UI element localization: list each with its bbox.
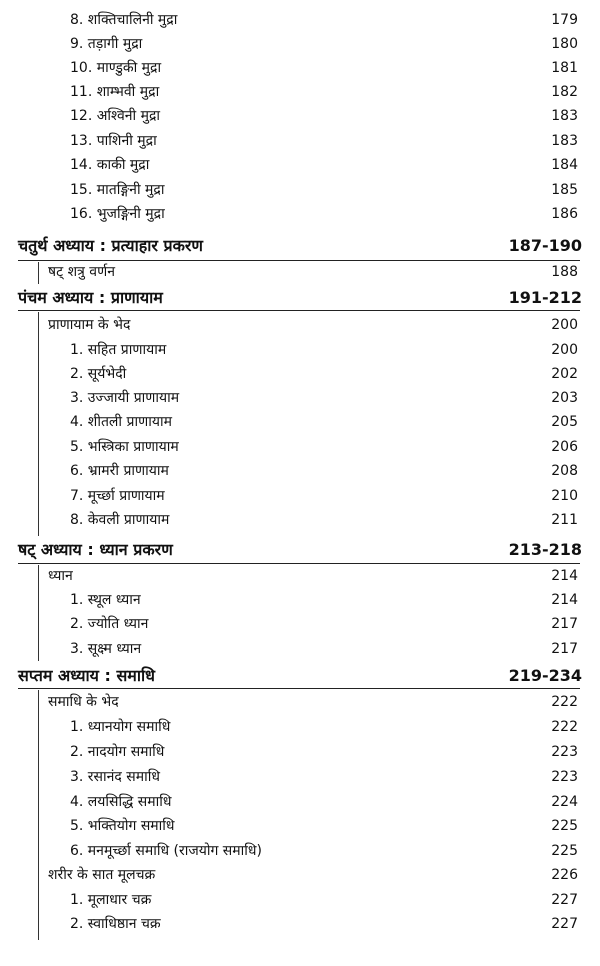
chapter-heading bbox=[0, 286, 600, 310]
toc-section bbox=[0, 260, 600, 284]
entry-title: 8. केवली प्राणायाम bbox=[70, 512, 170, 528]
entry-title: 2. स्वाधिष्ठान चक्र bbox=[70, 916, 161, 932]
section-page: 214 bbox=[551, 568, 578, 584]
entry-page: 200 bbox=[551, 342, 578, 358]
entry-title: 11. शाम्भवी मुद्रा bbox=[70, 84, 160, 100]
toc-section bbox=[0, 564, 600, 588]
toc-entry bbox=[0, 8, 600, 32]
toc-entry bbox=[0, 740, 600, 764]
entry-title: 8. शक्तिचालिनी मुद्रा bbox=[70, 12, 178, 28]
entry-page: 224 bbox=[551, 794, 578, 810]
entry-page: 179 bbox=[551, 12, 578, 28]
entry-title: 5. भक्तियोग समाधि bbox=[70, 818, 175, 834]
entry-title: 5. भस्त्रिका प्राणायाम bbox=[70, 439, 179, 455]
toc-entry bbox=[0, 765, 600, 789]
chapter-heading bbox=[0, 664, 600, 688]
entry-title: 6. भ्रामरी प्राणायाम bbox=[70, 463, 169, 479]
section-page: 226 bbox=[551, 867, 578, 883]
entry-page: 182 bbox=[551, 84, 578, 100]
toc-entry bbox=[0, 202, 600, 226]
entry-page: 205 bbox=[551, 414, 578, 430]
entry-title: 16. भुजङ्गिनी मुद्रा bbox=[70, 206, 165, 222]
entry-page: 185 bbox=[551, 182, 578, 198]
entry-title: 3. रसानंद समाधि bbox=[70, 769, 160, 785]
toc-entry bbox=[0, 386, 600, 410]
entry-page: 184 bbox=[551, 157, 578, 173]
entry-title: 1. स्थूल ध्यान bbox=[70, 592, 141, 608]
entry-title: 2. नादयोग समाधि bbox=[70, 744, 165, 760]
entry-page: 223 bbox=[551, 769, 578, 785]
section-page: 200 bbox=[551, 317, 578, 333]
section-page: 188 bbox=[551, 264, 578, 280]
section-page: 222 bbox=[551, 694, 578, 710]
chapter-title: षट् अध्याय : ध्यान प्रकरण bbox=[18, 540, 173, 559]
section-title: शरीर के सात मूलचक्र bbox=[48, 867, 156, 883]
toc-entry bbox=[0, 839, 600, 863]
toc-entry bbox=[0, 362, 600, 386]
toc-entry bbox=[0, 588, 600, 612]
toc-entry bbox=[0, 637, 600, 661]
chapter-heading bbox=[0, 234, 600, 258]
toc-section bbox=[0, 313, 600, 337]
entry-title: 2. ज्योति ध्यान bbox=[70, 616, 149, 632]
entry-title: 1. मूलाधार चक्र bbox=[70, 892, 152, 908]
chapter-pages: 213-218 bbox=[508, 540, 582, 559]
entry-page: 227 bbox=[551, 892, 578, 908]
entry-page: 222 bbox=[551, 719, 578, 735]
toc-entry bbox=[0, 715, 600, 739]
entry-page: 183 bbox=[551, 108, 578, 124]
toc-entry bbox=[0, 612, 600, 636]
entry-page: 203 bbox=[551, 390, 578, 406]
entry-title: 2. सूर्यभेदी bbox=[70, 366, 127, 382]
entry-title: 14. काकी मुद्रा bbox=[70, 157, 150, 173]
chapter-heading bbox=[0, 538, 600, 562]
toc-entry bbox=[0, 814, 600, 838]
entry-page: 206 bbox=[551, 439, 578, 455]
entry-page: 183 bbox=[551, 133, 578, 149]
entry-title: 12. अश्विनी मुद्रा bbox=[70, 108, 161, 124]
chapter-title: सप्तम अध्याय : समाधि bbox=[18, 666, 155, 685]
entry-page: 210 bbox=[551, 488, 578, 504]
chapter-pages: 219-234 bbox=[508, 666, 582, 685]
entry-page: 214 bbox=[551, 592, 578, 608]
toc-entry bbox=[0, 104, 600, 128]
entry-page: 217 bbox=[551, 641, 578, 657]
toc-entry bbox=[0, 56, 600, 80]
toc-entry bbox=[0, 888, 600, 912]
toc-entry bbox=[0, 484, 600, 508]
toc-section bbox=[0, 690, 600, 714]
entry-page: 227 bbox=[551, 916, 578, 932]
chapter-rule bbox=[18, 688, 580, 689]
toc-entry bbox=[0, 129, 600, 153]
toc-entry bbox=[0, 459, 600, 483]
toc-entry bbox=[0, 508, 600, 532]
toc-entry bbox=[0, 790, 600, 814]
entry-page: 202 bbox=[551, 366, 578, 382]
entry-page: 225 bbox=[551, 818, 578, 834]
toc-entry bbox=[0, 338, 600, 362]
section-title: समाधि के भेद bbox=[48, 694, 119, 710]
entry-title: 3. सूक्ष्म ध्यान bbox=[70, 641, 142, 657]
chapter-rule bbox=[18, 310, 580, 311]
chapter-pages: 191-212 bbox=[508, 288, 582, 307]
chapter-title: चतुर्थ अध्याय : प्रत्याहार प्रकरण bbox=[18, 236, 203, 255]
entry-page: 211 bbox=[551, 512, 578, 528]
chapter-pages: 187-190 bbox=[508, 236, 582, 255]
entry-page: 217 bbox=[551, 616, 578, 632]
entry-page: 225 bbox=[551, 843, 578, 859]
chapter-title: पंचम अध्याय : प्राणायाम bbox=[18, 288, 163, 307]
toc-section bbox=[0, 863, 600, 887]
toc-entry bbox=[0, 410, 600, 434]
toc-entry bbox=[0, 80, 600, 104]
entry-page: 180 bbox=[551, 36, 578, 52]
toc-entry bbox=[0, 912, 600, 936]
entry-page: 223 bbox=[551, 744, 578, 760]
section-title: षट् शत्रु वर्णन bbox=[48, 264, 115, 280]
entry-title: 13. पाशिनी मुद्रा bbox=[70, 133, 157, 149]
toc-entry bbox=[0, 178, 600, 202]
toc-entry bbox=[0, 153, 600, 177]
section-title: ध्यान bbox=[48, 568, 73, 584]
entry-title: 4. शीतली प्राणायाम bbox=[70, 414, 172, 430]
entry-title: 9. तड़ागी मुद्रा bbox=[70, 36, 143, 52]
entry-page: 208 bbox=[551, 463, 578, 479]
entry-page: 181 bbox=[551, 60, 578, 76]
entry-title: 1. ध्यानयोग समाधि bbox=[70, 719, 171, 735]
toc-entry bbox=[0, 435, 600, 459]
section-title: प्राणायाम के भेद bbox=[48, 317, 131, 333]
entry-title: 6. मनमूर्च्छा समाधि (राजयोग समाधि) bbox=[70, 843, 262, 859]
entry-title: 3. उज्जायी प्राणायाम bbox=[70, 390, 180, 406]
entry-title: 4. लयसिद्धि समाधि bbox=[70, 794, 172, 810]
entry-page: 186 bbox=[551, 206, 578, 222]
entry-title: 1. सहित प्राणायाम bbox=[70, 342, 167, 358]
entry-title: 10. माण्डुकी मुद्रा bbox=[70, 60, 162, 76]
entry-title: 15. मातङ्गिनी मुद्रा bbox=[70, 182, 165, 198]
toc-entry bbox=[0, 32, 600, 56]
entry-title: 7. मूर्च्छा प्राणायाम bbox=[70, 488, 165, 504]
